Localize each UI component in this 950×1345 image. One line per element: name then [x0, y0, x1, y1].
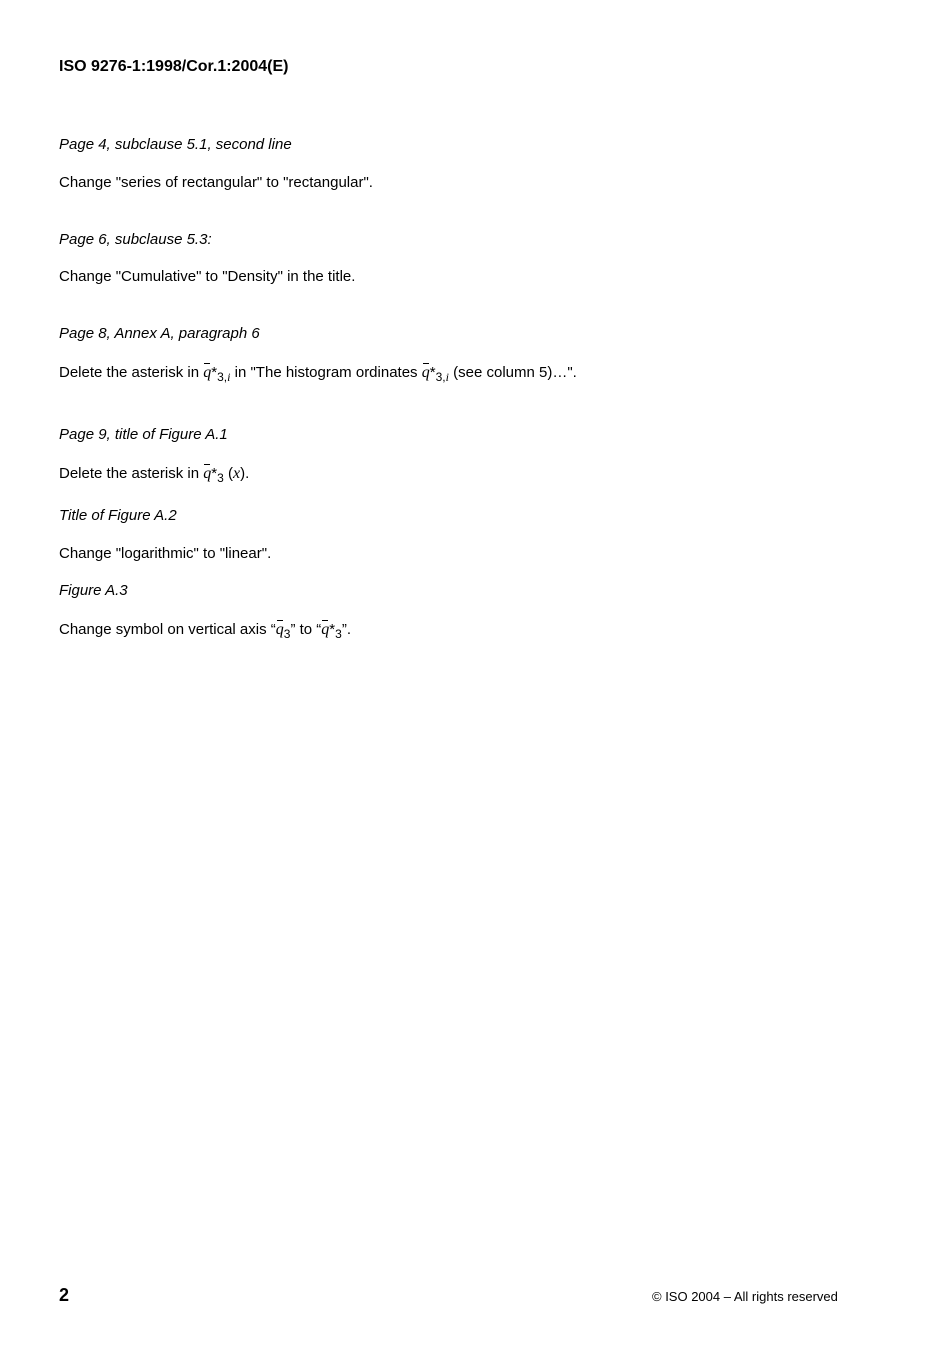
math-q-star-3-i-2: $q*_{3,i}$: [421, 364, 449, 384]
correction-text-4: [59, 465, 249, 485]
document-header: ISO 9276-1:1998/Cor.1:2004(E): [59, 58, 289, 75]
math-q-star-3-i: $q*_{3,i}$: [203, 364, 231, 384]
text-middle: ” to “: [290, 621, 322, 638]
correction-text-6: [59, 621, 351, 641]
correction-text-5: Change "logarithmic" to "linear".: [59, 545, 272, 562]
correction-reference-6: Figure A.3: [59, 582, 128, 599]
text-after: ”.: [341, 621, 351, 638]
text-after: .: [245, 465, 250, 482]
correction-reference-5: Title of Figure A.2: [59, 507, 177, 524]
page-number: 2: [59, 1285, 70, 1305]
copyright-notice: © ISO 2004 – All rights reserved: [652, 1289, 838, 1304]
correction-reference-3: Page 8, Annex A, paragraph 6: [59, 325, 260, 342]
math-q-star-3-x: $q*_3$ (x): [203, 465, 246, 485]
math-q-3: $q_3$: [275, 621, 291, 641]
correction-text-1: Change "series of rectangular" to "rectangular".: [59, 174, 373, 191]
text-before: Delete the asterisk in: [59, 465, 200, 482]
correction-text-2: Change "Cumulative" to "Density" in the title.: [59, 268, 356, 285]
text-before: Delete the asterisk in: [59, 364, 200, 381]
text-before: Change symbol on vertical axis “: [59, 621, 276, 638]
correction-reference-1: Page 4, subclause 5.1, second line: [59, 136, 292, 153]
correction-reference-4: Page 9, title of Figure A.1: [59, 426, 228, 443]
math-q-star-3: $q*_3$: [321, 621, 342, 641]
text-middle: in "The histogram ordinates: [234, 364, 418, 381]
correction-text-3: [59, 364, 577, 385]
correction-reference-2: Page 6, subclause 5.3:: [59, 231, 212, 248]
text-after: (see column 5)…".: [453, 364, 577, 381]
